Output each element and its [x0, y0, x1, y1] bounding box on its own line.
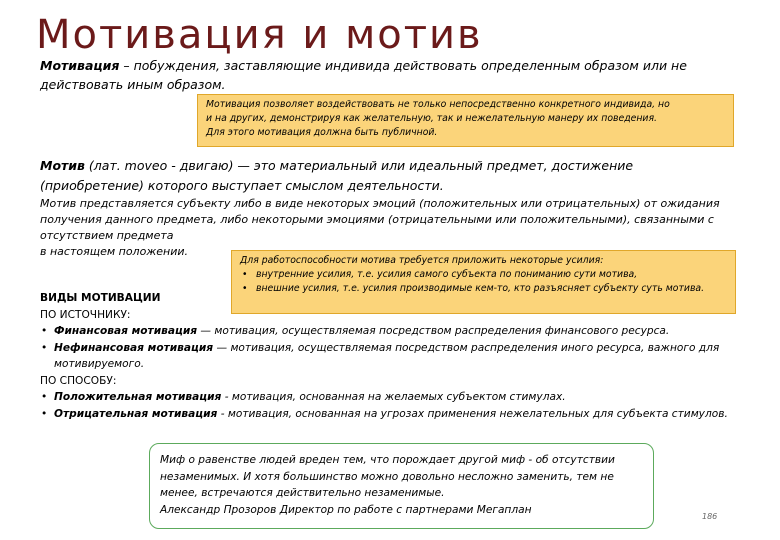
note-term: Мотивация — [206, 99, 261, 110]
effort-intro: Для работоспособности мотива требуется приложить некоторые усилия: — [240, 255, 604, 266]
item-text: - мотивация, основанная на угрозах применения нежелательных для субъекта стимулов. — [217, 407, 728, 420]
motivation-term: Мотивация — [40, 58, 120, 73]
effort-item: • внутренние усилия, т.е. усилия самого субъекта по пониманию сути мотива, — [240, 268, 727, 282]
item-text: — мотивация, осуществляемая посредством распределения иного ресурса, важного для мотивируемого. — [54, 341, 720, 370]
motive-body-end: в настоящем положении. — [40, 245, 188, 258]
method-list — [40, 389, 740, 422]
motive-text: (лат. moveo - двигаю) — это материальный или идеальный предмет, достижение (приобретение) которого выступает смыслом деятельности. — [40, 158, 634, 193]
quote-box — [149, 443, 654, 529]
source-list — [40, 323, 740, 373]
page-number: 186 — [702, 512, 718, 521]
note-line-3: Для этого мотивация должна быть публичной. — [206, 127, 438, 138]
list-item — [40, 340, 740, 373]
slide-title: Мотивация и мотив — [36, 12, 483, 58]
by-method-heading: ПО СПОСОБУ: — [40, 374, 117, 387]
item-text: — мотивация, осуществляемая посредством распределения финансового ресурса. — [197, 325, 670, 337]
motive-body-text: Мотив представляется субъекту либо в виде некоторых эмоций (положительных или отрицательных) от ожидания получения данного предмета, либо некоторыми эмоциями (отрицательными или положительными), связанными с отсутствием предмета — [40, 197, 720, 242]
motivation-types — [40, 290, 740, 422]
motivation-note-box — [197, 94, 734, 147]
list-item — [40, 323, 740, 340]
by-source-heading: ПО ИСТОЧНИКУ: — [40, 308, 131, 321]
quote-author: Александр Прозоров Директор по работе с партнерами Мегаплан — [160, 503, 532, 516]
motive-term: Мотив — [40, 158, 85, 173]
item-term: Финансовая мотивация — [54, 325, 198, 337]
motivation-text: – побуждения, заставляющие индивида действовать определенным образом или не действовать иным образом. — [40, 58, 687, 92]
list-item — [40, 406, 740, 423]
note-line-1-text: позволяет воздействовать не только непосредственно конкретного индивида, но — [260, 99, 670, 110]
note-line-1 — [206, 98, 725, 112]
item-term: Нефинансовая мотивация — [54, 341, 214, 354]
quote-text: Миф о равенстве людей вреден тем, что порождает другой миф - об отсутствии незаменимых. И хотя большинство можно довольно несложно заменить, тем не менее, встречаются действительно незаменимые. — [160, 454, 615, 499]
note-line-2: и на других, демонстрируя как желательную, так и нежелательную манеру их поведения. — [206, 113, 658, 124]
motive-definition — [40, 156, 740, 196]
effort-item: • внешние усилия, т.е. усилия производимые кем-то, кто разъясняет субъекту суть мотива. — [240, 282, 727, 296]
motivation-definition — [40, 56, 740, 94]
item-term: Отрицательная мотивация — [54, 407, 218, 420]
list-item — [40, 389, 740, 406]
item-term: Положительная мотивация — [54, 391, 222, 403]
types-heading: ВИДЫ МОТИВАЦИИ — [40, 292, 161, 304]
item-text: - мотивация, основанная на желаемых субъектом стимулах. — [221, 391, 566, 403]
